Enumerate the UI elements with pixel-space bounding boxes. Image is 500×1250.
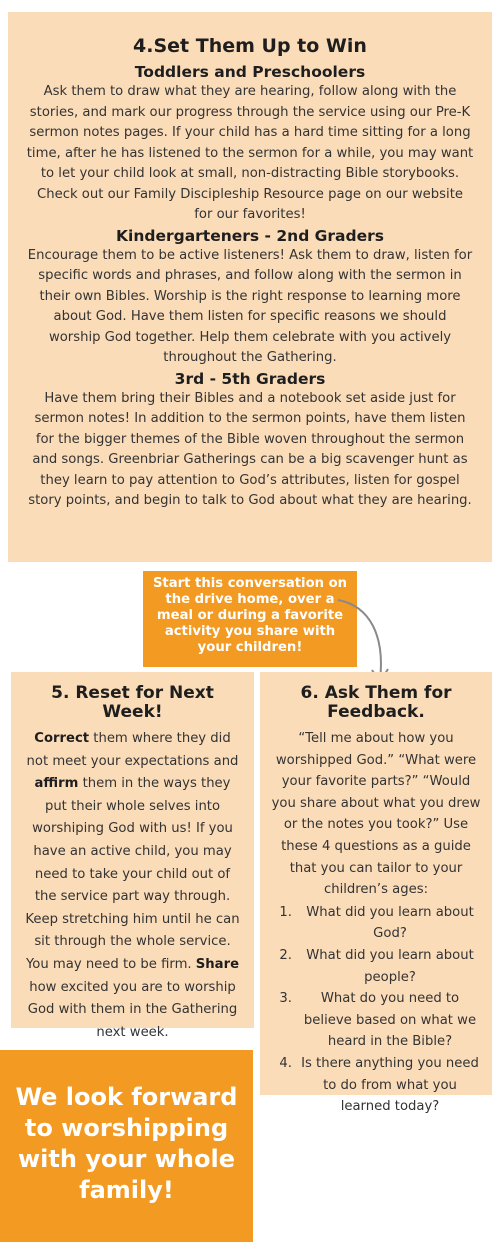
closing-callout bbox=[0, 1050, 253, 1242]
reset-panel bbox=[11, 672, 254, 1040]
conversation-callout-text: Start this conversation on the drive home, over a meal or during a favorite activity you share with your children! bbox=[152, 576, 348, 655]
feedback-questions bbox=[270, 902, 482, 1118]
reset-text-2: them in the ways they put their whole selves into worshiping God with us! If you have an active child, you may need to take your child out of the service part way through. Keep stretching him until he can sit through the whole service. You may need to be firm. bbox=[25, 776, 240, 972]
reset-title: 5. Reset for Next Week! bbox=[51, 683, 214, 722]
list-item-number: 4. bbox=[279, 1055, 292, 1071]
share-keyword: Share bbox=[195, 956, 240, 972]
list-item-text: Is there anything you need to do from what you learned today? bbox=[301, 1055, 479, 1115]
feedback-panel bbox=[260, 672, 492, 1115]
list-item bbox=[270, 902, 482, 945]
section-heading-kindergarten: Kindergarteners - 2nd Graders bbox=[116, 226, 384, 245]
set-them-up-panel bbox=[8, 12, 492, 562]
section-body-grades-3-5: Have them bring their Bibles and a notebook set aside just for sermon notes! In addition to the sermon points, have them listen for the bigger themes of the Bible woven throughout the sermon and songs. Greenbriar Gatherings can be a big scavenger hunt as they learn to pay attention to God’s attributes, listen for gospel story points, and begin to talk to God about what they are hearing. bbox=[28, 390, 472, 508]
section-body-toddlers: Ask them to draw what they are hearing, follow along with the stories, and mark our progress through the service using our Pre-K sermon notes pages. If your child has a hard time sitting for a long time, after he has listened to the sermon for a while, you may want to let your child look at small, non-distracting Bible storybooks. Check out our Family Discipleship Resource page on our website for our favorites! bbox=[26, 84, 474, 222]
list-item bbox=[270, 988, 482, 1053]
section-body-kindergarten: Encourage them to be active listeners! Ask them to draw, listen for specific words and phrases, and follow along with the sermon in their own Bibles. Worship is the right response to learning more about God. Have them listen for specific reasons we should worship God together. Help them celebrate with you actively throughout the Gathering. bbox=[27, 247, 473, 365]
reset-text-1: them where they did not meet your expectations and bbox=[26, 731, 239, 769]
feedback-intro: “Tell me about how you worshipped God.” “What were your favorite parts?” “Would you share about what you drew or the notes you took?” Use these 4 questions as a guide that you can tailor to your children’s ages: bbox=[271, 731, 481, 898]
list-item bbox=[270, 1053, 482, 1118]
feedback-title: 6. Ask Them for Feedback. bbox=[300, 683, 452, 722]
correct-keyword: Correct bbox=[34, 731, 90, 746]
list-item-text: What do you need to believe based on what we heard in the Bible? bbox=[303, 991, 477, 1050]
section-heading-grades-3-5: 3rd - 5th Graders bbox=[174, 369, 326, 388]
list-item-number: 3. bbox=[279, 991, 292, 1007]
affirm-keyword: affirm bbox=[34, 776, 79, 792]
list-item bbox=[270, 945, 482, 988]
reset-body bbox=[23, 728, 242, 1044]
reset-text-3: how excited you are to worship God with them in the Gathering next week. bbox=[27, 979, 238, 1040]
list-item-number: 2. bbox=[279, 947, 292, 963]
closing-callout-text: We look forward to worshipping with your whole family! bbox=[15, 1083, 238, 1204]
conversation-callout bbox=[143, 571, 357, 667]
list-item-number: 1. bbox=[279, 904, 292, 920]
list-item-text: What did you learn about people? bbox=[306, 947, 474, 985]
section-heading-toddlers: Toddlers and Preschoolers bbox=[134, 63, 366, 81]
section-title: 4.Set Them Up to Win bbox=[133, 35, 367, 57]
list-item-text: What did you learn about God? bbox=[306, 904, 474, 942]
